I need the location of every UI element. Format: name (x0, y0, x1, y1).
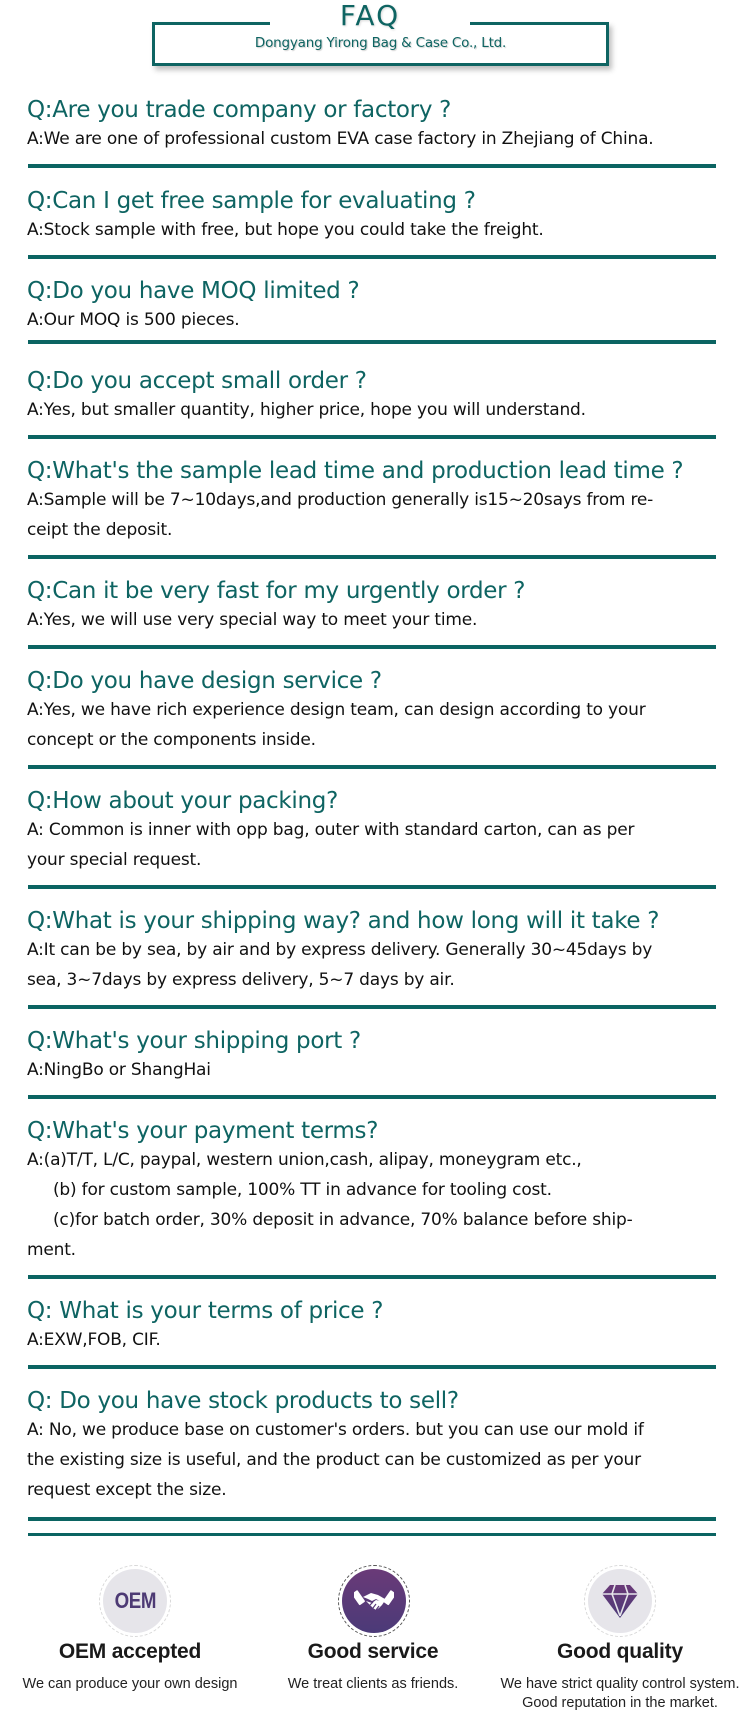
faq-answer (27, 305, 717, 335)
answer-line: A: Common is inner with opp bag, outer with standard carton, can as per (27, 820, 635, 840)
oem-badge-icon (103, 1569, 167, 1633)
faq-question: Q: Do you have stock products to sell? (27, 1388, 459, 1414)
faq-answer (27, 935, 717, 995)
feature-title: OEM accepted (58, 1640, 202, 1663)
section-divider (28, 164, 716, 168)
section-divider (28, 1005, 716, 1009)
faq-question: Q:Can I get free sample for evaluating ? (27, 188, 476, 214)
answer-line: A:Stock sample with free, but hope you could take the freight. (27, 220, 544, 240)
faq-question: Q:Do you accept small order ? (27, 368, 367, 394)
feature-desc (5, 1675, 255, 1694)
section-divider (28, 435, 716, 439)
answer-line: (c)for batch order, 30% deposit in advance, 70% balance before ship- (53, 1210, 633, 1230)
page-title: FAQ (339, 0, 401, 32)
faq-item (27, 1297, 717, 1355)
faq-item (27, 457, 717, 545)
section-divider (28, 645, 716, 649)
section-divider (28, 340, 716, 344)
faq-item (27, 667, 717, 755)
header-title-wrap (270, 0, 470, 30)
answer-line: A: No, we produce base on customer's orders. but you can use our mold if (27, 1420, 644, 1440)
answer-line: the existing size is useful, and the product can be customized as per your (27, 1450, 641, 1470)
faq-question: Q:What's the sample lead time and production lead time ? (27, 458, 684, 484)
faq-item (27, 187, 717, 245)
faq-answer (27, 1415, 717, 1505)
answer-line: A:NingBo or ShangHai (27, 1060, 211, 1080)
faq-item (27, 907, 717, 995)
icon-ring (338, 1565, 410, 1637)
icon-ring (584, 1565, 656, 1637)
company-name: Dongyang Yirong Bag & Case Co., Ltd. (254, 35, 507, 51)
faq-item (27, 1117, 717, 1265)
faq-answer (27, 605, 717, 635)
answer-line: A:Yes, but smaller quantity, higher price, hope you will understand. (27, 400, 586, 420)
faq-answer (27, 1055, 717, 1085)
section-divider (28, 885, 716, 889)
answer-line: ceipt the deposit. (27, 520, 173, 540)
faq-header (0, 0, 750, 80)
answer-line: A:Sample will be 7~10days,and production generally is15~20says from re- (27, 490, 654, 510)
faq-item (27, 787, 717, 875)
faq-answer (27, 1145, 717, 1265)
answer-line: A:(a)T/T, L/C, paypal, western union,cash, alipay, moneygram etc., (27, 1150, 582, 1170)
feature-desc-line: We have strict quality control system. (500, 1676, 740, 1692)
answer-line: A:Our MOQ is 500 pieces. (27, 310, 240, 330)
faq-question: Q:Are you trade company or factory ? (27, 97, 452, 123)
faq-answer (27, 1325, 717, 1355)
answer-line: sea, 3~7days by express delivery, 5~7 days by air. (27, 970, 455, 990)
answer-line: request except the size. (27, 1480, 227, 1500)
faq-answer (27, 215, 717, 245)
diamond-icon (588, 1569, 652, 1633)
feature-desc-line: We can produce your own design (22, 1676, 238, 1692)
answer-line: A:Yes, we have rich experience design team, can design according to your (27, 700, 646, 720)
features-row (0, 1555, 750, 1728)
faq-question: Q:What is your shipping way? and how long will it take ? (27, 908, 660, 934)
handshake-icon (342, 1569, 406, 1633)
faq-item (27, 367, 717, 425)
faq-question: Q:How about your packing? (27, 788, 338, 814)
answer-line: A:EXW,FOB, CIF. (27, 1330, 161, 1350)
faq-item (27, 577, 717, 635)
answer-line: A:We are one of professional custom EVA case factory in Zhejiang of China. (27, 129, 654, 149)
feature-title: Good service (307, 1640, 439, 1663)
section-divider (28, 1095, 716, 1099)
diamond-glyph (601, 1583, 639, 1619)
section-divider (28, 1275, 716, 1279)
handshake-glyph (354, 1585, 394, 1617)
faq-answer (27, 395, 717, 425)
answer-line: (b) for custom sample, 100% TT in advance for tooling cost. (53, 1180, 552, 1200)
faq-question: Q:Can it be very fast for my urgently order ? (27, 578, 526, 604)
answer-line: concept or the components inside. (27, 730, 316, 750)
faq-answer (27, 695, 717, 755)
faq-item (27, 1027, 717, 1085)
feature-desc (495, 1675, 745, 1713)
faq-item (27, 96, 717, 154)
section-divider (28, 1517, 716, 1521)
faq-answer (27, 815, 717, 875)
feature-title: Good quality (557, 1640, 683, 1663)
faq-item (27, 1387, 717, 1505)
answer-line: A:Yes, we will use very special way to meet your time. (27, 610, 478, 630)
faq-question: Q:Do you have MOQ limited ? (27, 278, 360, 304)
oem-badge-text: OEM (114, 1588, 156, 1613)
section-divider (28, 255, 716, 259)
section-divider (28, 555, 716, 559)
answer-line: your special request. (27, 850, 202, 870)
answer-line: A:It can be by sea, by air and by express delivery. Generally 30~45days by (27, 940, 653, 960)
feature-desc-line: Good reputation in the market. (522, 1695, 718, 1711)
section-divider (28, 765, 716, 769)
faq-question: Q:Do you have design service ? (27, 668, 382, 694)
section-divider (28, 1365, 716, 1369)
feature-desc (248, 1675, 498, 1694)
faq-answer (27, 485, 717, 545)
answer-line: ment. (27, 1240, 76, 1260)
section-divider (28, 1533, 716, 1536)
icon-ring (99, 1565, 171, 1637)
faq-answer (27, 124, 717, 154)
faq-question: Q:What's your payment terms? (27, 1118, 379, 1144)
feature-desc-line: We treat clients as friends. (287, 1676, 459, 1692)
faq-question: Q:What's your shipping port ? (27, 1028, 361, 1054)
faq-item (27, 277, 717, 335)
faq-question: Q: What is your terms of price ? (27, 1298, 384, 1324)
